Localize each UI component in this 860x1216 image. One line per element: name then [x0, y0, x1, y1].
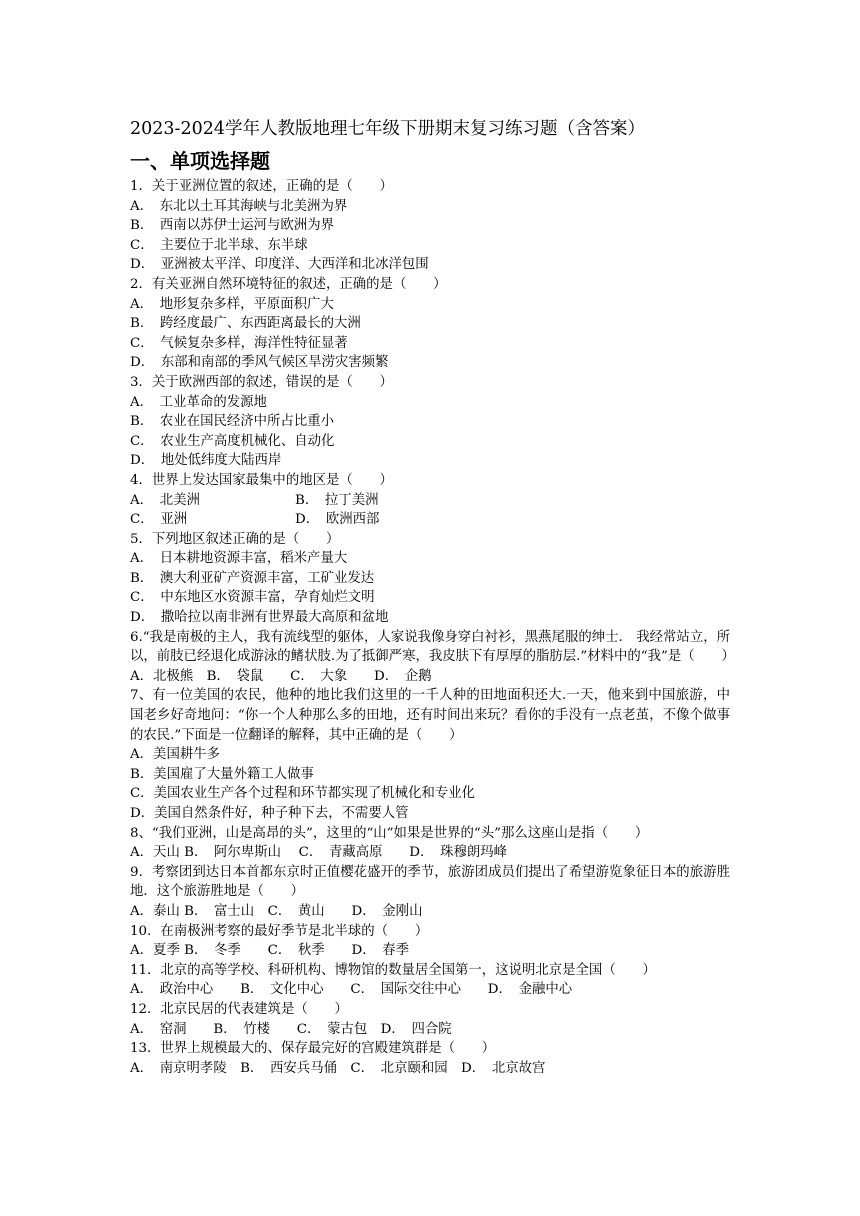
- question-9-stem: 9．考察团到达日本首都东京时正值樱花盛开的季节，旅游团成员们提出了希望游览象征日本的旅游胜地．这个旅游胜地是（ ）: [130, 864, 730, 900]
- question-4-stem: 4．世界上发达国家最集中的地区是（ ）: [130, 472, 393, 488]
- section-heading: 一、单项选择题: [130, 149, 270, 173]
- document-title: 2023-2024学年人教版地理七年级下册期末复习练习题（含答案）: [130, 119, 645, 139]
- question-13-options: A． 南京明孝陵 B． 西安兵马俑 C． 北京颐和园 D． 北京故宫: [130, 1060, 546, 1076]
- question-1-option-b: B． 西南以苏伊士运河与欧洲为界: [130, 218, 334, 234]
- question-4-options-row-1: [130, 491, 730, 511]
- question-3-option-b: B． 农业在国民经济中所占比重小: [130, 414, 334, 430]
- question-4-option-c: C． 亚洲: [130, 512, 188, 528]
- question-5-option-a: A． 日本耕地资源丰富，稻米产量大: [130, 551, 348, 567]
- question-7-stem: 7、有一位美国的农民，他种的地比我们这里的一千人种的田地面积还大.一天，他来到中国旅游，中国老乡好奇地问：“你一个人种那么多的田地，还有时间出来玩？看你的手没有一点老茧，不像个做事的农民.”下面是一位翻译的解释，其中正确的是（ ）: [130, 688, 730, 743]
- question-7-option-d: D．美国自然条件好，种子种下去，不需要人管: [130, 806, 409, 821]
- question-list: [130, 177, 735, 1078]
- question-6-stem: 6.“我是南极的主人，我有流线型的躯体，人家说我像身穿白衬衫，黑燕尾服的绅士. 我经常站立，所以，前肢已经退化成游泳的鳍状肢.为了抵御严寒，我皮肤下有厚厚的脂肪层.”材料中的“我”是（ ）: [130, 629, 735, 665]
- question-13-stem: 13．世界上规模最大的、保存最完好的宫殿建筑群是（ ）: [130, 1041, 496, 1057]
- question-6-options: A．北极熊 B． 袋鼠 C． 大象 D． 企鹅: [130, 668, 432, 684]
- question-10-options: A．夏季 B． 冬季 C． 秋季 D． 春季: [130, 943, 410, 959]
- question-8-stem: 8、“我们亚洲，山是高昂的头”，这里的“山”如果是世界的“头”那么这座山是指（ ）: [130, 825, 649, 841]
- question-1-option-a: A． 东北以土耳其海峡与北美洲为界: [130, 198, 348, 214]
- question-11-stem: 11．北京的高等学校、科研机构、博物馆的数量居全国第一，这说明北京是全国（ ）: [130, 962, 656, 978]
- question-7-option-c: C．美国农业生产各个过程和环节都实现了机械化和专业化: [130, 786, 476, 802]
- question-3-option-d: D． 地处低纬度大陆西岸: [130, 453, 282, 469]
- question-1-option-d: D． 亚洲被太平洋、印度洋、大西洋和北冰洋包围: [130, 257, 429, 273]
- question-10-stem: 10．在南极洲考察的最好季节是北半球的（ ）: [130, 923, 429, 939]
- question-1-option-c: C． 主要位于北半球、东半球: [130, 237, 308, 253]
- question-4-option-a: A． 北美洲: [130, 492, 200, 508]
- question-11-options: A． 政治中心 B． 文化中心 C． 国际交往中心 D． 金融中心: [130, 982, 573, 998]
- question-4-options-row-2: [130, 510, 730, 530]
- question-5-option-c: C． 中东地区水资源丰富，孕育灿烂文明: [130, 590, 375, 606]
- question-1-stem: 1．关于亚洲位置的叙述，正确的是（ ）: [130, 179, 393, 194]
- question-3-stem: 3．关于欧洲西部的叙述，错误的是（ ）: [130, 374, 393, 390]
- question-2-option-b: B． 跨经度最广、东西距离最长的大洲: [130, 316, 361, 332]
- question-4-option-b: B． 拉丁美洲: [295, 492, 379, 508]
- question-7-option-a: A．美国耕牛多: [130, 747, 221, 763]
- question-5-stem: 5．下列地区叙述正确的是（ ）: [130, 531, 340, 547]
- question-4-option-d: D． 欧洲西部: [295, 512, 380, 528]
- question-2-option-a: A． 地形复杂多样，平原面积广大: [130, 296, 334, 312]
- question-5-option-b: B． 澳大利亚矿产资源丰富，工矿业发达: [130, 570, 375, 586]
- question-2-option-c: C． 气候复杂多样，海洋性特征显著: [130, 335, 348, 351]
- question-2-stem: 2．有关亚洲自然环境特征的叙述，正确的是（ ）: [130, 276, 447, 292]
- question-5-option-d: D． 撒哈拉以南非洲有世界最大高原和盆地: [130, 610, 389, 626]
- question-8-options: A．天山 B． 阿尔卑斯山 C． 青藏高原 D． 珠穆朗玛峰: [130, 845, 508, 861]
- question-12-stem: 12．北京民居的代表建筑是（ ）: [130, 1001, 348, 1017]
- question-12-options: A． 窑洞 B． 竹楼 C． 蒙古包 D． 四合院: [130, 1021, 452, 1037]
- question-7-option-b: B．美国雇了大量外籍工人做事: [130, 766, 314, 782]
- question-2-option-d: D． 东部和南部的季风气候区旱涝灾害频繁: [130, 355, 389, 371]
- question-3-option-c: C． 农业生产高度机械化、自动化: [130, 433, 335, 449]
- question-9-options: A．泰山 B． 富士山 C． 黄山 D． 金刚山: [130, 903, 423, 919]
- question-3-option-a: A． 工业革命的发源地: [130, 394, 267, 410]
